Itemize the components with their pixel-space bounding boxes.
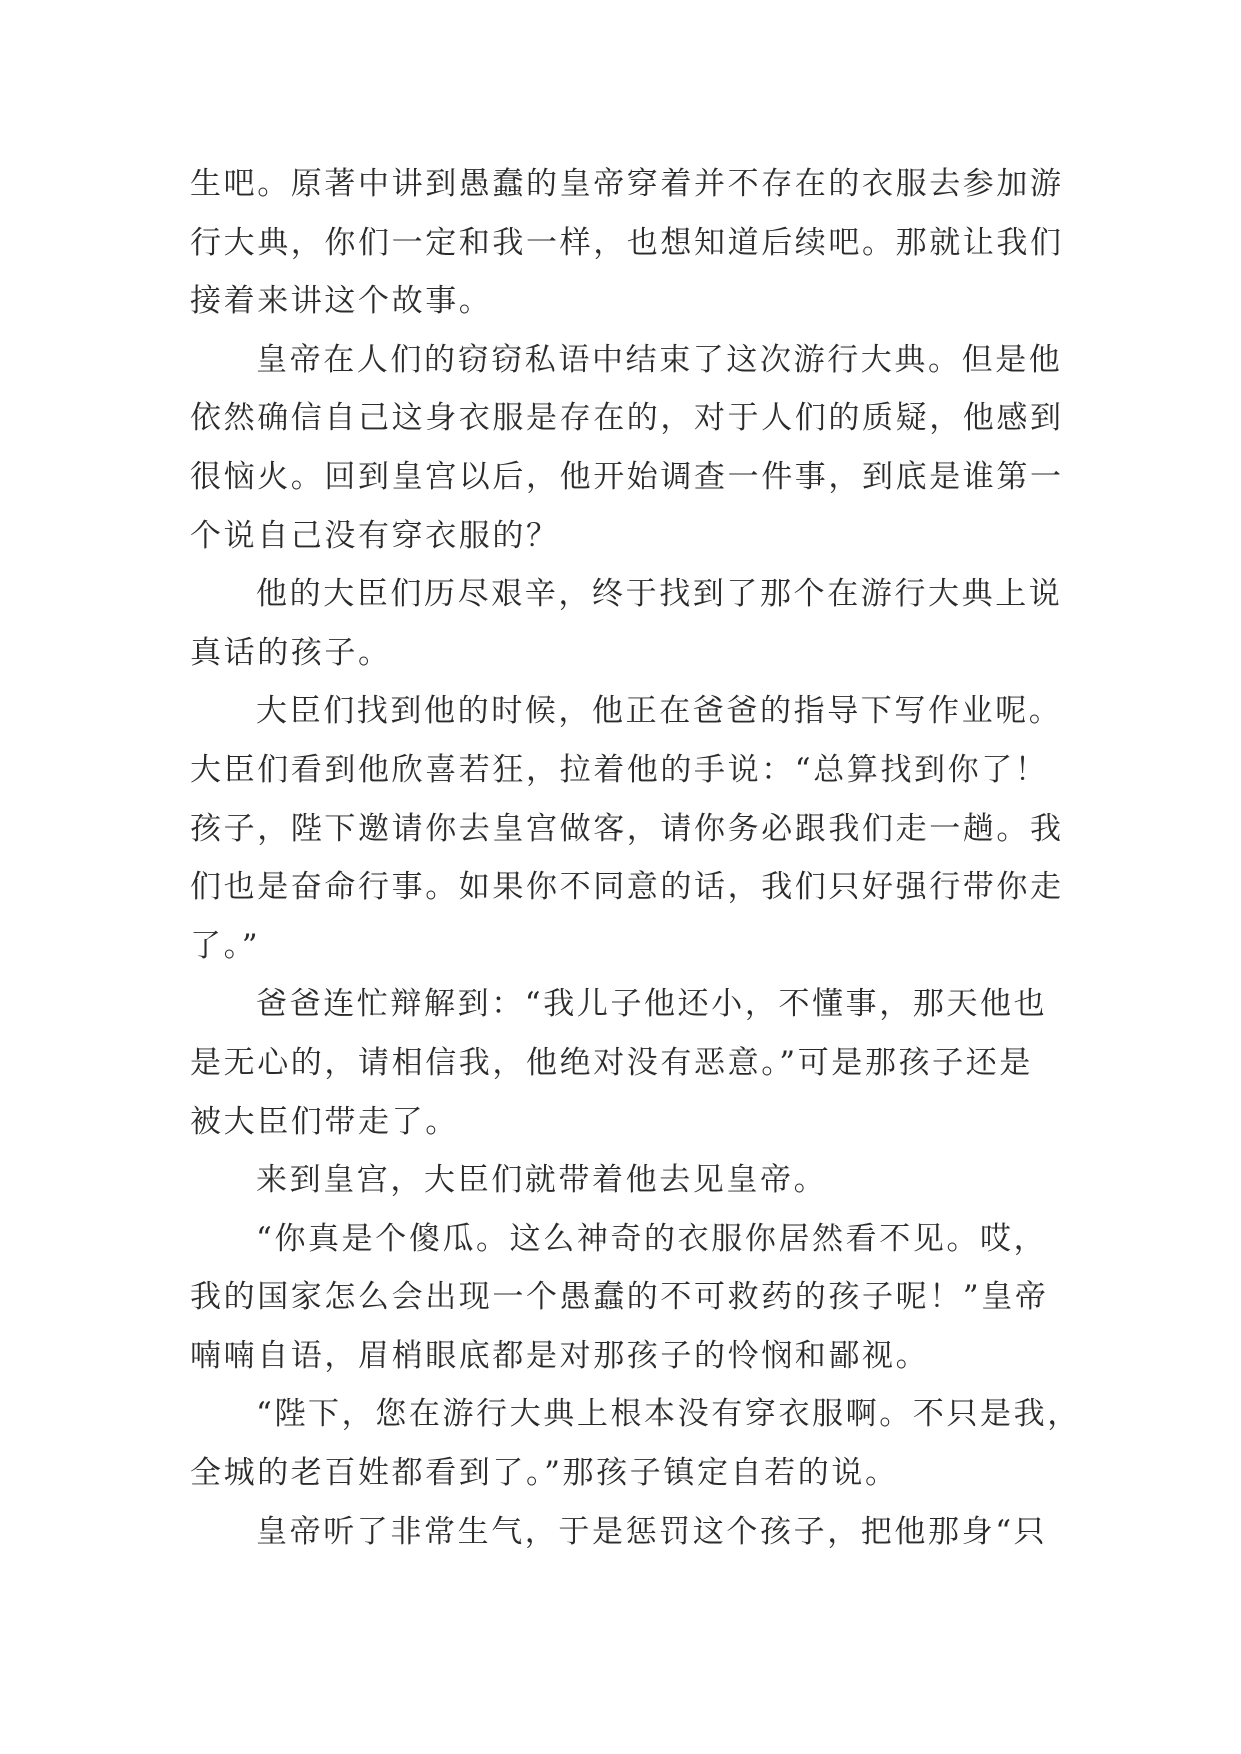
text-line: 个说自己没有穿衣服的？ — [190, 517, 560, 554]
text-line: 来到皇宫，大臣们就带着他去见皇帝。 — [256, 1162, 828, 1199]
text-line: 真话的孩子。 — [190, 634, 392, 671]
text-line: 接着来讲这个故事。 — [190, 283, 493, 320]
text-line: 孩子，陛下邀请你去皇宫做客，请你务必跟我们走一趟。我 — [190, 810, 1064, 847]
text-line: 依然确信自己这身衣服是存在的，对于人们的质疑，他感到 — [190, 400, 1064, 437]
text-line: 大臣们找到他的时候，他正在爸爸的指导下写作业呢。 — [256, 693, 1063, 730]
text-line: “陛下，您在游行大典上根本没有穿衣服啊。不只是我， — [256, 1396, 1081, 1433]
text-line: 全城的老百姓都看到了。”那孩子镇定自若的说。 — [190, 1455, 899, 1492]
text-line: 了。” — [190, 927, 261, 964]
text-line: 我的国家怎么会出现一个愚蠢的不可救药的孩子呢！”皇帝 — [190, 1279, 1049, 1316]
body-text — [190, 155, 1081, 1561]
text-line: 行大典，你们一定和我一样，也想知道后续吧。那就让我们 — [190, 224, 1064, 261]
text-line: 生吧。原著中讲到愚蠢的皇帝穿着并不存在的衣服去参加游 — [190, 166, 1064, 202]
text-line: 们也是奋命行事。如果你不同意的话，我们只好强行带你走 — [190, 869, 1064, 906]
text-line: 被大臣们带走了。 — [190, 1103, 459, 1140]
text-line: 喃喃自语，眉梢眼底都是对那孩子的怜悯和鄙视。 — [190, 1337, 930, 1374]
text-line: 很恼火。回到皇宫以后，他开始调查一件事，到底是谁第一 — [190, 458, 1064, 495]
text-line: 皇帝在人们的窃窃私语中结束了这次游行大典。但是他 — [256, 341, 1063, 378]
text-line: 是无心的，请相信我，他绝对没有恶意。”可是那孩子还是 — [190, 1044, 1033, 1081]
text-line: 大臣们看到他欣喜若狂，拉着他的手说：“总算找到你了！ — [190, 751, 1049, 788]
text-line: “你真是个傻瓜。这么神奇的衣服你居然看不见。哎， — [256, 1220, 1048, 1257]
text-line: 他的大臣们历尽艰辛，终于找到了那个在游行大典上说 — [256, 576, 1063, 613]
text-line: 爸爸连忙辩解到：“我儿子他还小，不懂事，那天他也 — [256, 986, 1048, 1023]
text-line: 皇帝听了非常生气，于是惩罚这个孩子，把他那身“只 — [256, 1513, 1048, 1550]
